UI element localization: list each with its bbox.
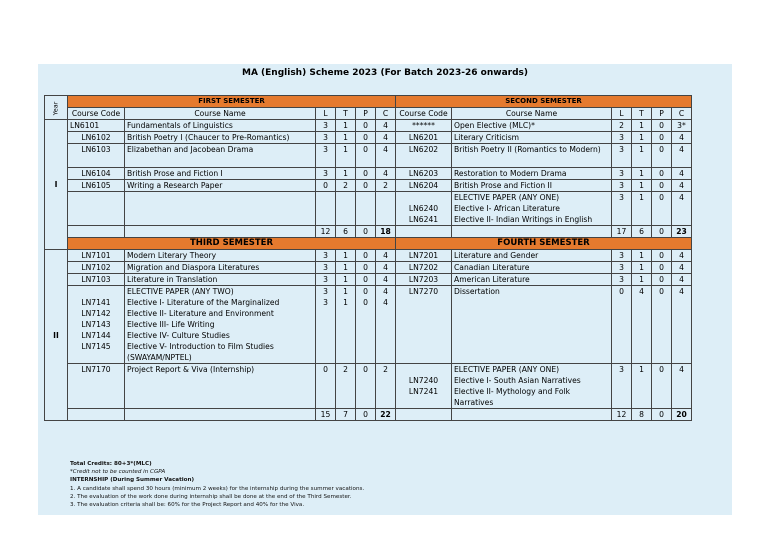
course-name: Dissertation [452, 286, 612, 364]
course-name: Migration and Diaspora Literatures [125, 262, 316, 274]
p-value: 0 [652, 262, 672, 274]
p-value: 0 [652, 250, 672, 262]
t-value: 1 [632, 274, 652, 286]
elective-codes [396, 364, 452, 409]
course-code: ****** [396, 120, 452, 132]
scheme-sheet [38, 64, 732, 515]
footnotes [70, 460, 364, 509]
c-value: 3* [672, 120, 692, 132]
empty-cell [125, 409, 316, 421]
empty-cell [68, 409, 125, 421]
c-value: 4 [672, 262, 692, 274]
course-name: Literary Criticism [452, 132, 612, 144]
page-title: MA (English) Scheme 2023 (For Batch 2023-26 onwards) [241, 68, 528, 78]
course-name: Elective I- South Asian Narratives [454, 376, 581, 385]
l-value: 0 [316, 364, 336, 409]
empty-cell [396, 226, 452, 238]
l-value: 3 [612, 274, 632, 286]
p-value: 0 [356, 168, 376, 180]
course-name: Writing a Research Paper [125, 180, 316, 192]
total-l: 12 [316, 226, 336, 238]
c-value: 4 [672, 250, 692, 262]
total-p: 0 [652, 226, 672, 238]
table-row [45, 120, 692, 132]
c-value: 4 [376, 262, 396, 274]
total-t: 6 [632, 226, 652, 238]
course-code: LN7101 [68, 250, 125, 262]
l-value: 3 [612, 250, 632, 262]
t-value: 1 [632, 192, 652, 226]
course-name: Restoration to Modern Drama [452, 168, 612, 180]
p-value: 0 [356, 120, 376, 132]
course-code: LN7240 [408, 376, 439, 385]
total-t: 8 [632, 409, 652, 421]
l-value: 3 [612, 364, 632, 409]
l-value: 3 [316, 144, 336, 168]
course-code: LN7103 [68, 274, 125, 286]
empty-cell [452, 409, 612, 421]
elective-heading: ELECTIVE PAPER (ANY TWO) [127, 287, 234, 296]
t-value: 1 [632, 168, 652, 180]
course-code: LN6102 [68, 132, 125, 144]
total-l: 17 [612, 226, 632, 238]
c-value: 4 [383, 298, 388, 307]
c-value: 4 [376, 144, 396, 168]
course-code: LN7142 [81, 309, 111, 318]
total-credits-note: Total Credits: 80+3*(MLC) [70, 461, 152, 467]
second-semester-heading: SECOND SEMESTER [396, 96, 692, 108]
course-code: LN6202 [396, 144, 452, 168]
p-value: 0 [356, 180, 376, 192]
c-value: 4 [672, 144, 692, 168]
semester-header-row [45, 238, 692, 250]
totals-row [45, 409, 692, 421]
course-code: LN7141 [81, 298, 111, 307]
column-header-row [45, 108, 692, 120]
course-code-header: Course Code [396, 108, 452, 120]
l-header: L [612, 108, 632, 120]
c-value: 4 [672, 364, 692, 409]
empty-cell [376, 192, 396, 226]
course-code-header: Course Code [68, 108, 125, 120]
t-value: 1 [632, 250, 652, 262]
l-value: 3 [323, 298, 328, 307]
p-value: 0 [652, 364, 672, 409]
course-name: Literature in Translation [125, 274, 316, 286]
c-value: 4 [376, 274, 396, 286]
c-values [376, 286, 396, 364]
p-value: 0 [363, 287, 368, 296]
elective-row [45, 286, 692, 364]
total-p: 0 [652, 409, 672, 421]
empty-cell [356, 192, 376, 226]
course-code: LN7145 [81, 342, 111, 351]
course-name-header: Course Name [452, 108, 612, 120]
first-semester-heading: FIRST SEMESTER [68, 96, 396, 108]
t-header: T [632, 108, 652, 120]
course-name: American Literature [452, 274, 612, 286]
year-header-cell [45, 96, 68, 120]
t-value: 2 [336, 180, 356, 192]
internship-item: 1. A candidate shall spend 30 hours (minimum 2 weeks) for the internship during the summer vacations. [70, 485, 365, 492]
l-value: 3 [612, 132, 632, 144]
t-value: 1 [336, 168, 356, 180]
p-value: 0 [356, 364, 376, 409]
course-name: Elective II- Literature and Environment [127, 309, 274, 318]
total-c: 18 [376, 226, 396, 238]
t-value: 2 [336, 364, 356, 409]
course-code: LN6203 [396, 168, 452, 180]
third-semester-heading: THIRD SEMESTER [68, 238, 396, 250]
c-value: 2 [376, 364, 396, 409]
course-name-header: Course Name [125, 108, 316, 120]
course-code: LN6103 [68, 144, 125, 168]
table-row [45, 132, 692, 144]
course-name: British Poetry II (Romantics to Modern) [452, 144, 612, 168]
l-value: 3 [323, 287, 328, 296]
l-value: 3 [316, 250, 336, 262]
p-value: 0 [652, 168, 672, 180]
t-value: 1 [336, 144, 356, 168]
t-value: 1 [632, 262, 652, 274]
internship-item: 3. The evaluation criteria shall be: 60% for the Project Report and 40% for the Viva. [70, 502, 305, 509]
l-value: 3 [316, 120, 336, 132]
total-p: 0 [356, 226, 376, 238]
course-code: LN6201 [396, 132, 452, 144]
empty-cell [68, 192, 125, 226]
internship-item: 2. The evaluation of the work done during internship shall be done at the end of the Third Semester. [70, 493, 352, 500]
l-value: 3 [612, 180, 632, 192]
p-value: 0 [356, 274, 376, 286]
c-value: 4 [672, 286, 692, 364]
t-value: 1 [632, 120, 652, 132]
p-values [356, 286, 376, 364]
course-code: LN7143 [81, 320, 111, 329]
course-code: LN7202 [396, 262, 452, 274]
course-code: LN6105 [68, 180, 125, 192]
course-code: LN7201 [396, 250, 452, 262]
c-value: 4 [376, 132, 396, 144]
l-values [316, 286, 336, 364]
p-header: P [356, 108, 376, 120]
t-value: 1 [343, 287, 348, 296]
c-value: 4 [383, 287, 388, 296]
t-value: 1 [336, 274, 356, 286]
c-value: 4 [672, 132, 692, 144]
c-value: 4 [672, 168, 692, 180]
scheme-table [44, 95, 692, 421]
l-value: 3 [612, 144, 632, 168]
l-value: 3 [612, 192, 632, 226]
p-value: 0 [652, 286, 672, 364]
course-code: LN6240 [408, 204, 439, 213]
t-header: T [336, 108, 356, 120]
l-value: 0 [612, 286, 632, 364]
c-value: 4 [376, 120, 396, 132]
l-value: 3 [316, 274, 336, 286]
t-value: 1 [632, 180, 652, 192]
course-name: Elective V- Introduction to Film Studies [127, 342, 274, 351]
total-c: 22 [376, 409, 396, 421]
total-t: 7 [336, 409, 356, 421]
course-code: LN7102 [68, 262, 125, 274]
course-name: Fundamentals of Linguistics [125, 120, 316, 132]
elective-names [452, 192, 612, 226]
course-code: LN6101 [68, 120, 125, 132]
table-row [45, 262, 692, 274]
course-name: British Prose and Fiction I [125, 168, 316, 180]
p-header: P [652, 108, 672, 120]
course-code: LN7270 [396, 286, 452, 364]
elective-heading: ELECTIVE PAPER (ANY ONE) [454, 365, 560, 374]
l-value: 0 [316, 180, 336, 192]
semester-header-row [45, 96, 692, 108]
l-value: 3 [316, 262, 336, 274]
total-c: 20 [672, 409, 692, 421]
l-value: 3 [612, 168, 632, 180]
totals-row [45, 226, 692, 238]
course-name: British Poetry I (Chaucer to Pre-Romantics) [125, 132, 316, 144]
table-row [45, 168, 692, 180]
p-value: 0 [356, 132, 376, 144]
t-value: 4 [632, 286, 652, 364]
total-l: 12 [612, 409, 632, 421]
p-value: 0 [652, 132, 672, 144]
course-name: Elective II- Mythology and Folk Narratives [454, 387, 570, 407]
course-name: Elective I- African Literature [454, 204, 560, 213]
course-name: Canadian Literature [452, 262, 612, 274]
elective-codes [68, 286, 125, 364]
elective-row [45, 192, 692, 226]
c-value: 4 [376, 168, 396, 180]
course-code: LN7170 [68, 364, 125, 409]
empty-cell [125, 226, 316, 238]
elective-heading: ELECTIVE PAPER (ANY ONE) [454, 193, 560, 202]
p-value: 0 [652, 274, 672, 286]
total-l: 15 [316, 409, 336, 421]
p-value: 0 [356, 250, 376, 262]
p-value: 0 [652, 192, 672, 226]
elective-codes [396, 192, 452, 226]
c-value: 4 [672, 180, 692, 192]
t-values [336, 286, 356, 364]
t-value: 1 [336, 262, 356, 274]
total-p: 0 [356, 409, 376, 421]
year-header-label: Year [51, 101, 60, 115]
empty-cell [125, 192, 316, 226]
total-c: 23 [672, 226, 692, 238]
course-code: LN7241 [408, 387, 439, 396]
c-value: 4 [376, 250, 396, 262]
table-row [45, 180, 692, 192]
t-value: 1 [336, 250, 356, 262]
l-value: 3 [316, 168, 336, 180]
table-row [45, 144, 692, 168]
t-value: 1 [632, 144, 652, 168]
c-header: C [376, 108, 396, 120]
c-value: 2 [376, 180, 396, 192]
p-value: 0 [652, 144, 672, 168]
p-value: 0 [652, 180, 672, 192]
internship-heading: INTERNSHIP (During Summer Vacation) [70, 477, 195, 484]
l-value: 3 [316, 132, 336, 144]
empty-cell [68, 226, 125, 238]
l-header: L [316, 108, 336, 120]
table-row [45, 274, 692, 286]
course-name: British Prose and Fiction II [452, 180, 612, 192]
t-value: 1 [336, 132, 356, 144]
t-value: 1 [343, 298, 348, 307]
empty-cell [396, 409, 452, 421]
course-name: Elective IV- Culture Studies [127, 331, 230, 340]
course-name: Project Report & Viva (Internship) [125, 364, 316, 409]
course-name: Elizabethan and Jacobean Drama [125, 144, 316, 168]
course-code: LN7203 [396, 274, 452, 286]
course-name: Elective II- Indian Writings in English [454, 215, 593, 224]
p-value: 0 [356, 262, 376, 274]
empty-cell [316, 192, 336, 226]
elective-row [45, 364, 692, 409]
t-value: 1 [336, 120, 356, 132]
course-code: LN7144 [81, 331, 111, 340]
total-t: 6 [336, 226, 356, 238]
course-name: Elective III- Life Writing [127, 320, 215, 329]
p-value: 0 [356, 144, 376, 168]
empty-cell [336, 192, 356, 226]
course-name: Open Elective (MLC)* [452, 120, 612, 132]
year-one-cell: I [45, 120, 68, 250]
p-value: 0 [363, 298, 368, 307]
year-two-cell: II [45, 250, 68, 421]
credit-note: *Credit not to be counted in CGPA [70, 469, 166, 476]
c-value: 4 [672, 274, 692, 286]
t-value: 1 [632, 364, 652, 409]
elective-names [125, 286, 316, 364]
table-row [45, 250, 692, 262]
c-value: 4 [672, 192, 692, 226]
course-name: Elective I- Literature of the Marginalized [127, 298, 280, 307]
course-code: LN6204 [396, 180, 452, 192]
course-name: Modern Literary Theory [125, 250, 316, 262]
l-value: 2 [612, 120, 632, 132]
c-header: C [672, 108, 692, 120]
t-value: 1 [632, 132, 652, 144]
course-code: LN6104 [68, 168, 125, 180]
empty-cell [452, 226, 612, 238]
p-value: 0 [652, 120, 672, 132]
course-name: Literature and Gender [452, 250, 612, 262]
elective-names [452, 364, 612, 409]
course-name-extra: (SWAYAM/NPTEL) [127, 353, 192, 362]
l-value: 3 [612, 262, 632, 274]
fourth-semester-heading: FOURTH SEMESTER [396, 238, 692, 250]
course-code: LN6241 [408, 215, 439, 224]
